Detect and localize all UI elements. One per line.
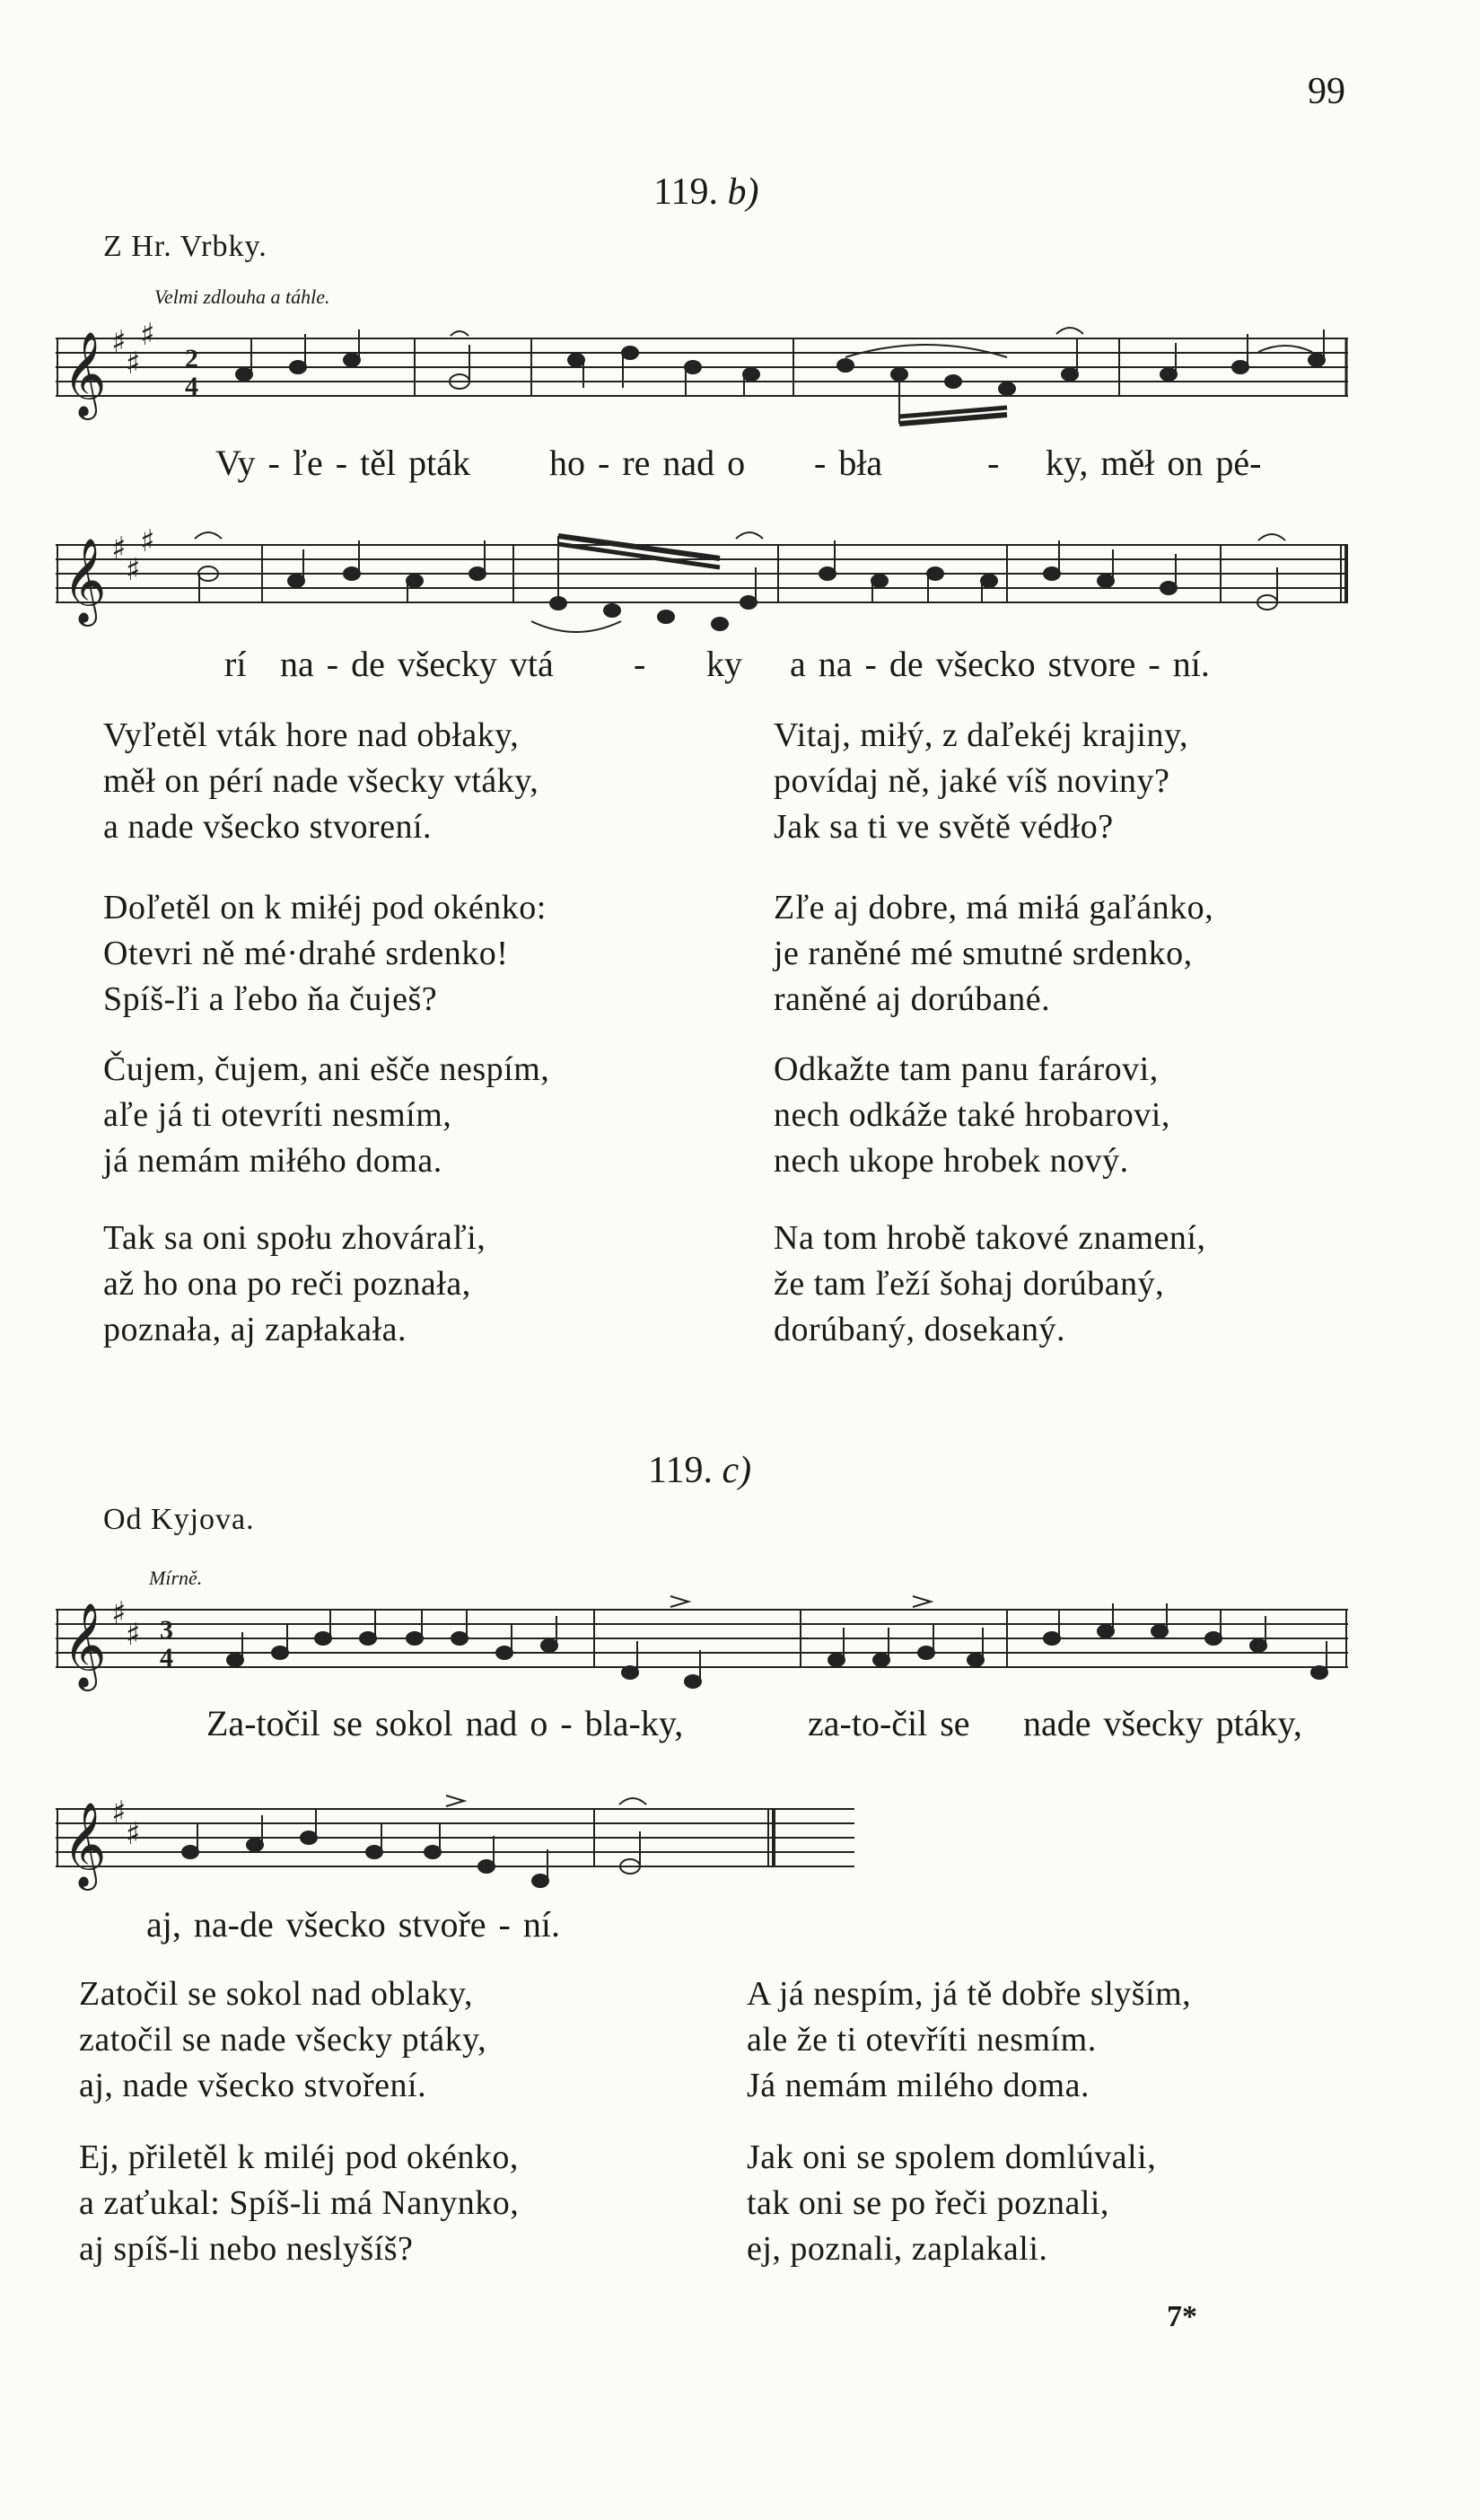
stanza: Jak oni se spolem domlúvali, tak oni se po řeči poznali, ej, poznali, zaplakali. bbox=[747, 2138, 1157, 2268]
stanza: Čujem, čujem, ani ešče nespím, aľe já ti otevríti nesmím, já nemám miłého doma. bbox=[103, 1050, 550, 1180]
stanza: Zľe aj dobre, má miłá gaľánko, je raněné mé smutné srdenko, raněné aj dorúbané. bbox=[774, 889, 1214, 1018]
stanza: Ej, přiletěl k miléj pod okénko, a zaťukal: Spíš-li má Nanynko, aj spíš-li nebo neslyšíš? bbox=[79, 2138, 520, 2268]
svg-text:♯: ♯ bbox=[111, 324, 127, 360]
lyric-line: Za-točil se sokol nad o - bla-ky, bbox=[206, 1703, 684, 1743]
tempo-marking: Velmi zdlouha a táhle. bbox=[154, 285, 330, 308]
key-signature-icon bbox=[111, 1795, 140, 1852]
song-origin: Z Hr. Vrbky. bbox=[103, 230, 267, 263]
music-staff-4 bbox=[56, 1796, 854, 1903]
svg-text:♯: ♯ bbox=[111, 531, 127, 566]
lyric-line: - bbox=[987, 443, 1000, 483]
svg-text:4: 4 bbox=[185, 372, 198, 401]
lyric-line: na - de všecky vtá bbox=[280, 644, 554, 684]
lyric-line: ky bbox=[706, 644, 742, 684]
svg-text:♯: ♯ bbox=[126, 346, 141, 382]
lyric-line: a na - de všecko stvore - ní. bbox=[790, 644, 1210, 684]
treble-clef-icon: 𝄞 bbox=[63, 1602, 107, 1688]
song-number-119c: 119. c) bbox=[648, 1450, 752, 1491]
key-signature-icon bbox=[111, 1595, 140, 1653]
stanza: Na tom hrobě takové znamení, že tam ľeží šohaj dorúbaný, dorúbaný, dosekaný. bbox=[774, 1219, 1206, 1348]
lyric-line: za-to-čil se bbox=[808, 1703, 970, 1743]
svg-text:♯: ♯ bbox=[111, 1595, 127, 1631]
lyric-line: aj, na-de všecko stvoře - ní. bbox=[146, 1904, 560, 1945]
stanza: Vyľetěl vták hore nad obłaky, měł on pérí nade všecky vtáky, a nade všecko stvorení. bbox=[103, 716, 539, 846]
stanza: A já nespím, já tě dobře slyším, ale že ti otevříti nesmím. Já nemám milého doma. bbox=[747, 1975, 1192, 2104]
stanza: Doľetěl on k miłéj pod okénko: Otevri ně mé·drahé srdenko! Spíš-ľi a ľebo ňa čuješ? bbox=[103, 889, 547, 1018]
page-number: 99 bbox=[1308, 71, 1345, 112]
notes bbox=[236, 328, 1325, 424]
svg-text:♯: ♯ bbox=[140, 523, 155, 559]
notes bbox=[195, 532, 1285, 632]
key-signature-icon bbox=[111, 523, 154, 588]
svg-text:4: 4 bbox=[160, 1643, 173, 1673]
treble-clef-icon: 𝄞 bbox=[63, 538, 107, 623]
lyric-line: rí bbox=[224, 644, 247, 684]
printer-signature-mark: 7* bbox=[1167, 2300, 1197, 2333]
lyric-line: nade všecky ptáky, bbox=[1023, 1703, 1302, 1743]
stanza: Vitaj, miłý, z daľekéj krajiny, povídaj ně, jaké víš noviny? Jak sa ti ve světě védło? bbox=[774, 716, 1188, 846]
lyric-line: Vy - ľe - těl pták bbox=[215, 443, 470, 483]
svg-text:2: 2 bbox=[185, 344, 198, 373]
song-origin: Od Kyjova. bbox=[103, 1503, 255, 1536]
key-signature-icon bbox=[111, 317, 154, 382]
stanza: Tak sa oni społu zhováraľi, až ho ona po reči poznała, poznała, aj zapłakała. bbox=[103, 1219, 486, 1348]
tempo-marking: Mírně. bbox=[149, 1567, 203, 1589]
treble-clef-icon: 𝄞 bbox=[63, 1802, 107, 1887]
lyric-line: - bbox=[634, 644, 646, 684]
svg-text:♯: ♯ bbox=[126, 1816, 141, 1852]
svg-text:3: 3 bbox=[160, 1615, 173, 1645]
treble-clef-icon: 𝄞 bbox=[63, 331, 107, 417]
song-number-119b: 119. b) bbox=[653, 171, 759, 213]
music-staff-2 bbox=[56, 523, 1348, 639]
lyric-line: - bła bbox=[814, 443, 883, 483]
svg-text:♯: ♯ bbox=[126, 1617, 141, 1653]
music-staff-3 bbox=[56, 1596, 1348, 1713]
music-staff-1 bbox=[56, 317, 1348, 433]
stanza: Zatočil se sokol nad oblaky, zatočil se nade všecky ptáky, aj, nade všecko stvoření. bbox=[79, 1975, 487, 2104]
lyric-line: ho - re nad o bbox=[549, 443, 746, 483]
lyric-line: ky, měł on pé- bbox=[1046, 443, 1262, 483]
svg-text:♯: ♯ bbox=[126, 552, 141, 588]
svg-text:♯: ♯ bbox=[111, 1795, 127, 1831]
svg-text:♯: ♯ bbox=[140, 317, 155, 353]
stanza: Odkažte tam panu farárovi, nech odkáže také hrobarovi, nech ukope hrobek nový. bbox=[774, 1050, 1170, 1180]
